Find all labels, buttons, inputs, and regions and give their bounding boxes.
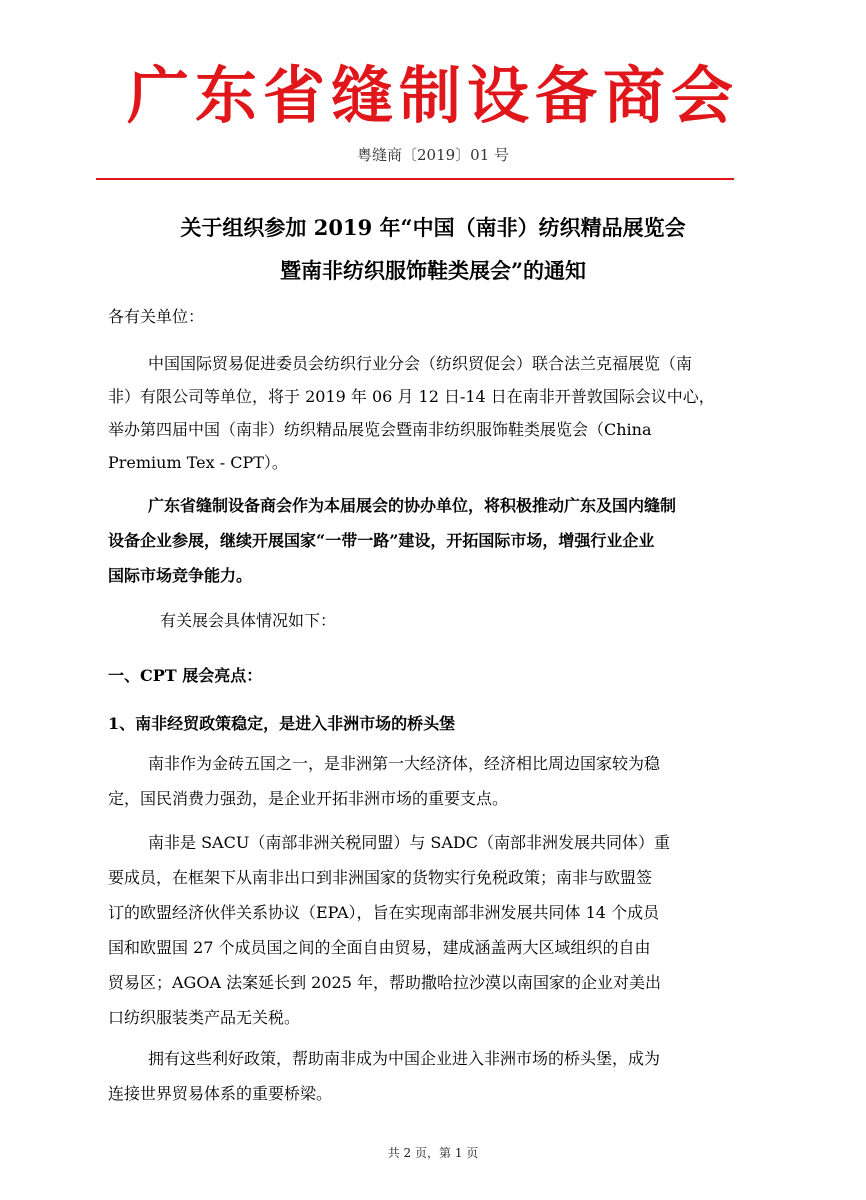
role-line: 国际市场竞争能力。: [108, 566, 253, 585]
role-line: 设备企业参展，继续开展国家“一带一路”建设，开拓国际市场，增强行业企业: [108, 531, 655, 550]
role-line: 广东省缝制设备商会作为本届展会的协办单位，将积极推动广东及国内缝制: [148, 496, 677, 515]
subsection-1-heading: 1、南非经贸政策稳定，是进入非洲市场的桥头堡: [108, 714, 456, 733]
paragraph-line: 要成员，在框架下从南非出口到非洲国家的货物实行免税政策；南非与欧盟签: [108, 868, 653, 887]
paragraph-line: 连接世界贸易体系的重要桥梁。: [108, 1084, 333, 1103]
paragraph-line: 拥有这些利好政策，帮助南非成为中国企业进入非洲市场的桥头堡，成为: [148, 1049, 661, 1068]
page-number-footer: 共 2 页，第 1 页: [387, 1146, 479, 1160]
intro-line: 举办第四届中国（南非）纺织精品展览会暨南非纺织服饰鞋类展览会（China: [108, 420, 652, 439]
notice-title-line-1: 关于组织参加 2019 年“中国（南非）纺织精品展览会: [180, 215, 686, 240]
greeting: 各有关单位：: [108, 307, 205, 326]
letterhead-divider: [96, 178, 734, 180]
document-number: 粤缝商〔2019〕01 号: [356, 146, 510, 164]
paragraph-line: 订的欧盟经济伙伴关系协议（EPA），旨在实现南部非洲发展共同体 14 个成员: [108, 903, 660, 922]
paragraph-line: 口纺织服装类产品无关税。: [108, 1008, 301, 1027]
intro-line: 中国国际贸易促进委员会纺织行业分会（纺织贸促会）联合法兰克福展览（南: [148, 354, 693, 373]
paragraph-line: 南非是 SACU（南部非洲关税同盟）与 SADC（南部非洲发展共同体）重: [148, 833, 671, 852]
paragraph-line: 国和欧盟国 27 个成员国之间的全面自由贸易，建成涵盖两大区域组织的自由: [108, 938, 651, 957]
intro-line: 非）有限公司等单位，将于 2019 年 06 月 12 日-14 日在南非开普敦国际会议中心，: [108, 387, 715, 406]
paragraph-line: 南非作为金砖五国之一，是非洲第一大经济体，经济相比周边国家较为稳: [148, 754, 661, 773]
paragraph-line: 定，国民消费力强劲，是企业开拓非洲市场的重要支点。: [108, 789, 509, 808]
org-letterhead-title: 广东省缝制设备商会: [126, 59, 739, 132]
section-1-heading: 一、CPT 展会亮点：: [108, 666, 263, 685]
intro-line: Premium Tex - CPT）。: [108, 453, 288, 472]
notice-title-line-2: 暨南非纺织服饰鞋类展会”的通知: [279, 258, 587, 283]
paragraph-line: 贸易区；AGOA 法案延长到 2025 年，帮助撒哈拉沙漠以南国家的企业对美出: [108, 973, 661, 992]
details-intro: 有关展会具体情况如下：: [160, 611, 337, 630]
